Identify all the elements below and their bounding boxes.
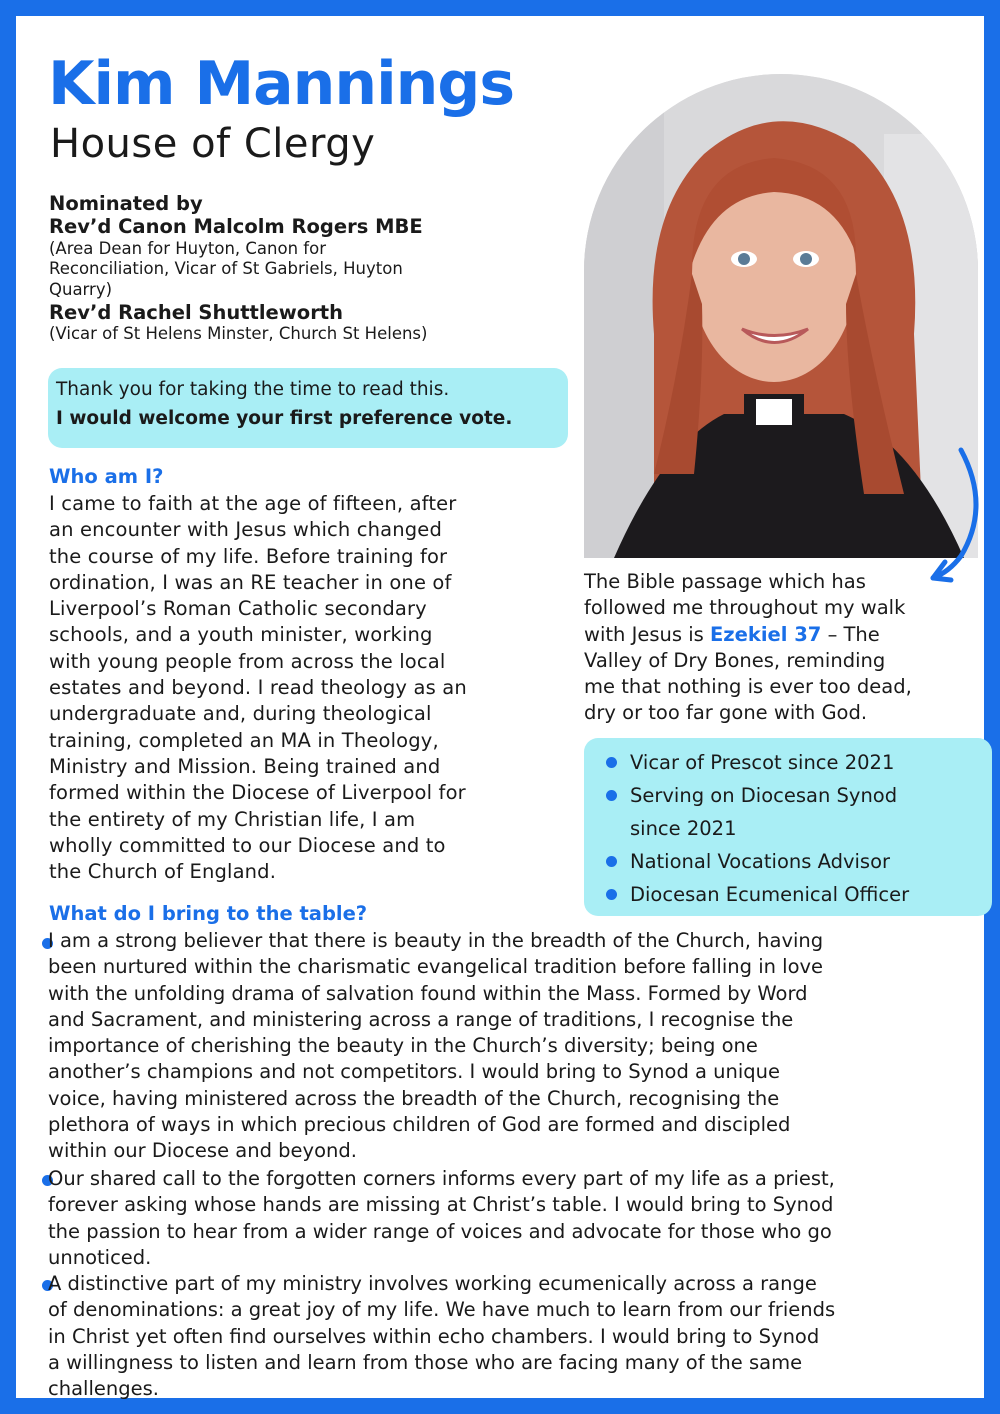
vote-request-line: I would welcome your first preference vote. (56, 408, 513, 429)
role-item: Diocesan Ecumenical Officer (630, 883, 910, 906)
who-am-i-heading: Who am I? (49, 465, 164, 488)
role-item: Serving on Diocesan Synod (630, 784, 898, 807)
thank-you-box (48, 368, 568, 448)
bring-heading: What do I bring to the table? (49, 902, 368, 925)
bring-item: Our shared call to the forgotten corners informs every part of my life as a priest, forever asking whose hands are missing at Christ’s table. I would bring to Synod the passion to hear from a wider range of voices and advocate for those who go unnoticed. (48, 1167, 835, 1269)
caption-text-after: – The Valley of Dry Bones, reminding me that nothing is ever too dead, dry or too far gone with God. (584, 622, 912, 725)
house-label: House of Clergy (50, 121, 376, 167)
bring-item: I am a strong believer that there is beauty in the breadth of the Church, having been nurtured within the charismatic evangelical tradition before falling in love with the unfolding drama of salvation found within the Mass. Formed by Word and Sacrament, and ministering across a range of traditions, I recognise the importance of cherishing the beauty in the Church’s diversity; being one another’s champions and not competitors. I would bring to Synod a unique voice, having ministered across the breadth of the Church, recognising the plethora of ways in which precious children of God are formed and discipled within our Diocese and beyond. (48, 929, 824, 1163)
role-item-continued: since 2021 (630, 817, 737, 840)
bible-passage-caption (584, 569, 994, 727)
nominated-by-label: Nominated by (49, 192, 203, 215)
bring-item: A distinctive part of my ministry involves working ecumenically across a range of denominations: a great joy of my life. We have much to learn from our friends in Christ yet often find ourselves within echo chambers. I would bring to Synod a willingness to listen and learn from those who are facing many of the same challenges. (48, 1272, 836, 1401)
bullet-dot-icon (606, 856, 617, 867)
caption-text-before: The Bible passage which has followed me throughout my walk with Jesus is (584, 570, 906, 646)
thank-you-line: Thank you for taking the time to read this. (56, 379, 450, 400)
who-am-i-text: I came to faith at the age of fifteen, after an encounter with Jesus which changed the course of my life. Before training for ordination, I was an RE teacher in one of Liverpool’s Roman Catholic secondary schools, and a youth minister, working with young people from across the local estates and beyond. I read theology as an undergraduate and, during theological training, completed an MA in Theology, Ministry and Mission. Being trained and formed within the Diocese of Liverpool for the entirety of my Christian life, I am wholly committed to our Diocese and to the Church of England. (49, 492, 467, 884)
ezekiel-reference: Ezekiel 37 (709, 622, 822, 646)
nominator-1-name: Rev’d Canon Malcolm Rogers MBE (49, 215, 423, 239)
roles-box (584, 738, 992, 916)
bullet-dot-icon (606, 889, 617, 900)
nominator-2-role: (Vicar of St Helens Minster, Church St Helens) (49, 324, 428, 344)
nomination-block (49, 192, 549, 345)
arrow-icon (911, 446, 991, 586)
role-item: National Vocations Advisor (630, 850, 891, 873)
nominator-2-name: Rev’d Rachel Shuttleworth (49, 300, 344, 324)
candidate-name: Kim Mannings (48, 49, 515, 119)
bullet-dot-icon (606, 757, 617, 768)
nominator-1-role: (Area Dean for Huyton, Canon for Reconciliation, Vicar of St Gabriels, Huyton Quarry) (49, 238, 403, 300)
bullet-dot-icon (606, 790, 617, 801)
role-item: Vicar of Prescot since 2021 (630, 751, 895, 774)
